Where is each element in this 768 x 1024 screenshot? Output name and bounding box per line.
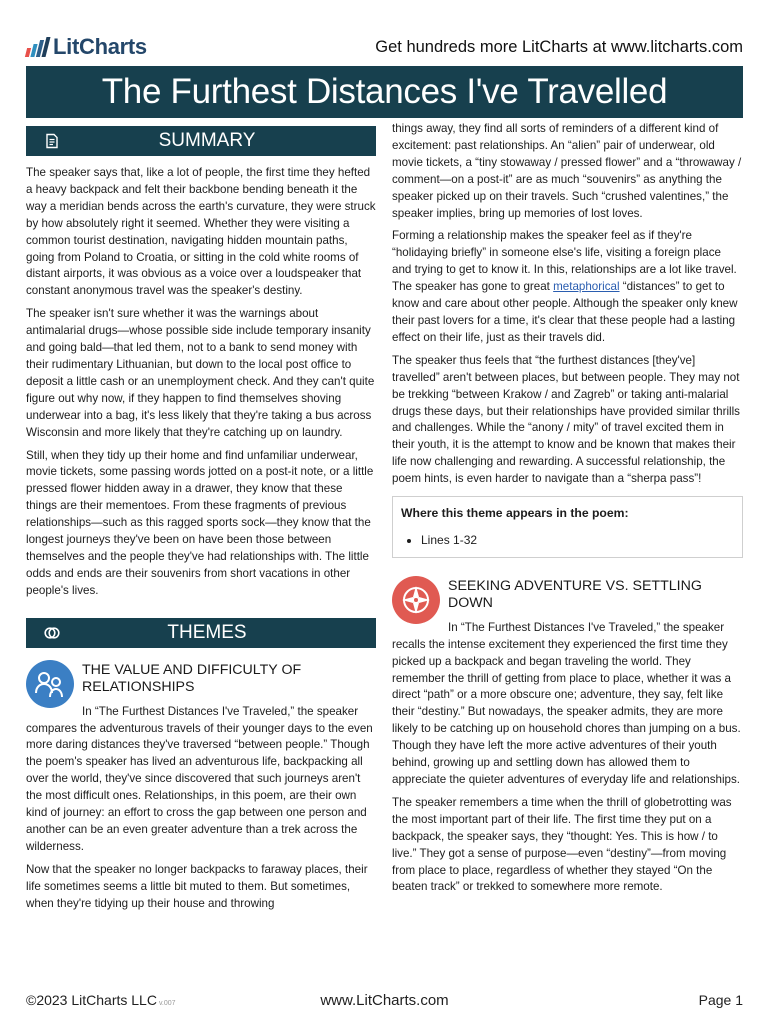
- theme2-paragraph: In “The Furthest Distances I've Traveled,” the speaker recalls the intense excitement they experienced the first time they picked up a backpack and began traveling the world. They remember the thrill of getting from place to place, whether it was a direct “path” or a more obscure one; adventure, they say, felt like their “destiny.” But nowadays, the speaker admits, they are more likely to be catching up on household chores than jumping on a bus. Though they have left the more active adventures of their youth behind, growing up and settling down has allowed them to appreciate the quieter adventures of everyday life and relationships.: [392, 620, 741, 786]
- summary-paragraph: The speaker says that, like a lot of people, the first time they hefted a heavy backpack and felt their backbone bending beneath it the way a meridian bends across the earth's curvature, they were struck by how absolutely right it seemed. Whether they were visiting a common tourist destination, navigating hidden mountain paths, going from Poland to Croatia, or sitting in the cold white rooms of distant airports, it was obvious as a voice over a loudspeaker that constant anonymous travel was the speaker's destiny.: [26, 166, 376, 298]
- copyright: ©2023 LitCharts LLC v.007: [26, 992, 176, 1008]
- theme2-body: [392, 620, 743, 897]
- theme1-title: THE VALUE AND DIFFICULTY OF RELATIONSHIPS: [82, 661, 302, 696]
- theme2-title: SEEKING ADVENTURE VS. SETTLING DOWN: [448, 577, 702, 612]
- left-column: [26, 126, 376, 919]
- summary-heading: SUMMARY: [158, 130, 256, 151]
- theme1-paragraph: In “The Furthest Distances I've Traveled,” the speaker compares the adventurous travels of their younger days to the even more daring distances they've traversed “between people.” Though the poem's speaker has lived an adventurous life, backpacking all over the world, they've since discovered that such journeys aren't the most difficult ones. Relationships, in this poem, are their own kind of journey: an effort to cross the gap between one person and another can be an even greater adventure than a trek across the wilderness.: [26, 704, 373, 853]
- themes-section-header: [26, 618, 376, 648]
- header-tagline: Get hundreds more LitCharts at www.litcharts.com: [375, 38, 743, 56]
- summary-section-header: [26, 126, 376, 156]
- theme1-continued: things away, they find all sorts of reminders of a different kind of excitement: past relationships. An “alien” pair of underwear, old movie tickets, a “tiny stowaway / pressed flower” and a “throwaway / comment—on a post-it” are as much “souvenirs” as anything the speaker picked up on their travels. Such “crushed valentines,” the speaker implies, bring up memories of lost loves.: [392, 122, 742, 220]
- metaphorical-link[interactable]: metaphorical: [553, 280, 620, 294]
- page-header: [26, 32, 743, 62]
- footer-url[interactable]: www.LitCharts.com: [320, 992, 449, 1009]
- theme1-paragraph: Now that the speaker no longer backpacks to faraway places, their life sometimes seems a little bit muted to them. But sometimes, when they're tidying up their house and throwing: [26, 862, 368, 910]
- logo-text: LitCharts: [53, 34, 147, 59]
- theme-appearance-box: [392, 496, 743, 558]
- litcharts-logo[interactable]: [26, 34, 147, 60]
- theme1-paragraph-with-link: Forming a relationship makes the speaker feel as if they're “holidaying briefly” in someone else's life, visiting a foreign place and trying to get to know it. In this, relationships are a lot like travel. The speaker has gone to great metaphorical “distances” to get to know and care about other people. Although the speaker only knew their past lovers for a time, it's clear that these people had a lasting effect on their life, just as their travels did.: [392, 229, 738, 344]
- compass-icon: [392, 576, 440, 624]
- summary-paragraph: The speaker isn't sure whether it was the warnings about antimalarial drugs—whose possible side include temporary insanity and going bald—that led them, not to a bank to send money with their rudimentary Lithuanian, but down to the local post office to deposit a little cash or an unemployment check. And they can't quite figure out why now, if they happen to find themselves shoving underwear into a bag, it's less likely that they're taking a bus across Wisconsin and more likely that they're catching up on laundry.: [26, 307, 375, 439]
- document-icon: [44, 133, 60, 149]
- callout-title: Where this theme appears in the poem:: [401, 506, 629, 521]
- theme2-paragraph: The speaker remembers a time when the thrill of globetrotting was the most important part of their life. The first time they put on a backpack, the speaker says, they “thought: Yes. This is how / to live.” They got a sense of purpose—even “destiny”—from moving from place to place, regardless of whether they stayed “On the beaten track” or trekked to somewhere more remote.: [392, 795, 732, 894]
- logo-bars-icon: [26, 37, 48, 57]
- page-footer: [26, 992, 743, 1012]
- page-number: Page 1: [698, 992, 743, 1008]
- right-column: [392, 121, 743, 902]
- themes-heading: THEMES: [167, 621, 247, 643]
- theme1-body: [26, 704, 376, 913]
- document-title: The Furthest Distances I've Travelled: [26, 66, 743, 118]
- theme2-header: [392, 576, 743, 624]
- overlapping-circles-icon: [44, 625, 60, 641]
- theme1-closing: The speaker thus feels that “the furthest distances [they've] travelled” aren't between places, but between people. They may not be trekking “between Krakow / and Zagreb” or taking anti-malarial drugs these days, but their relationships have provided similar thrills and challenges. While the “anony / mity” of travel excited them in their youth, it is the attempt to know and be known that makes their life now challenging and rewarding. A successful relationship, the poem hints, is even harder to navigate than a “sherpa pass”!: [392, 353, 740, 486]
- callout-item[interactable]: • Lines 1-32: [421, 532, 732, 549]
- theme1-header: [26, 660, 376, 708]
- callout-list: [401, 532, 732, 549]
- people-icon: [26, 660, 74, 708]
- version-label: v.007: [158, 1000, 176, 1007]
- summary-paragraph: Still, when they tidy up their home and find unfamiliar underwear, movie tickets, some passing words jotted on a post-it note, or a little pressed flower hidden away in a drawer, they know that these things are their mementoes. From these fragments of previous relationships—such as this ragged sports sock—they know that the longest journeys they've been on have been those between themselves and the people they've had relationships with. The little odds and ends are their souvenirs from short vacations in other people's lives.: [26, 448, 374, 597]
